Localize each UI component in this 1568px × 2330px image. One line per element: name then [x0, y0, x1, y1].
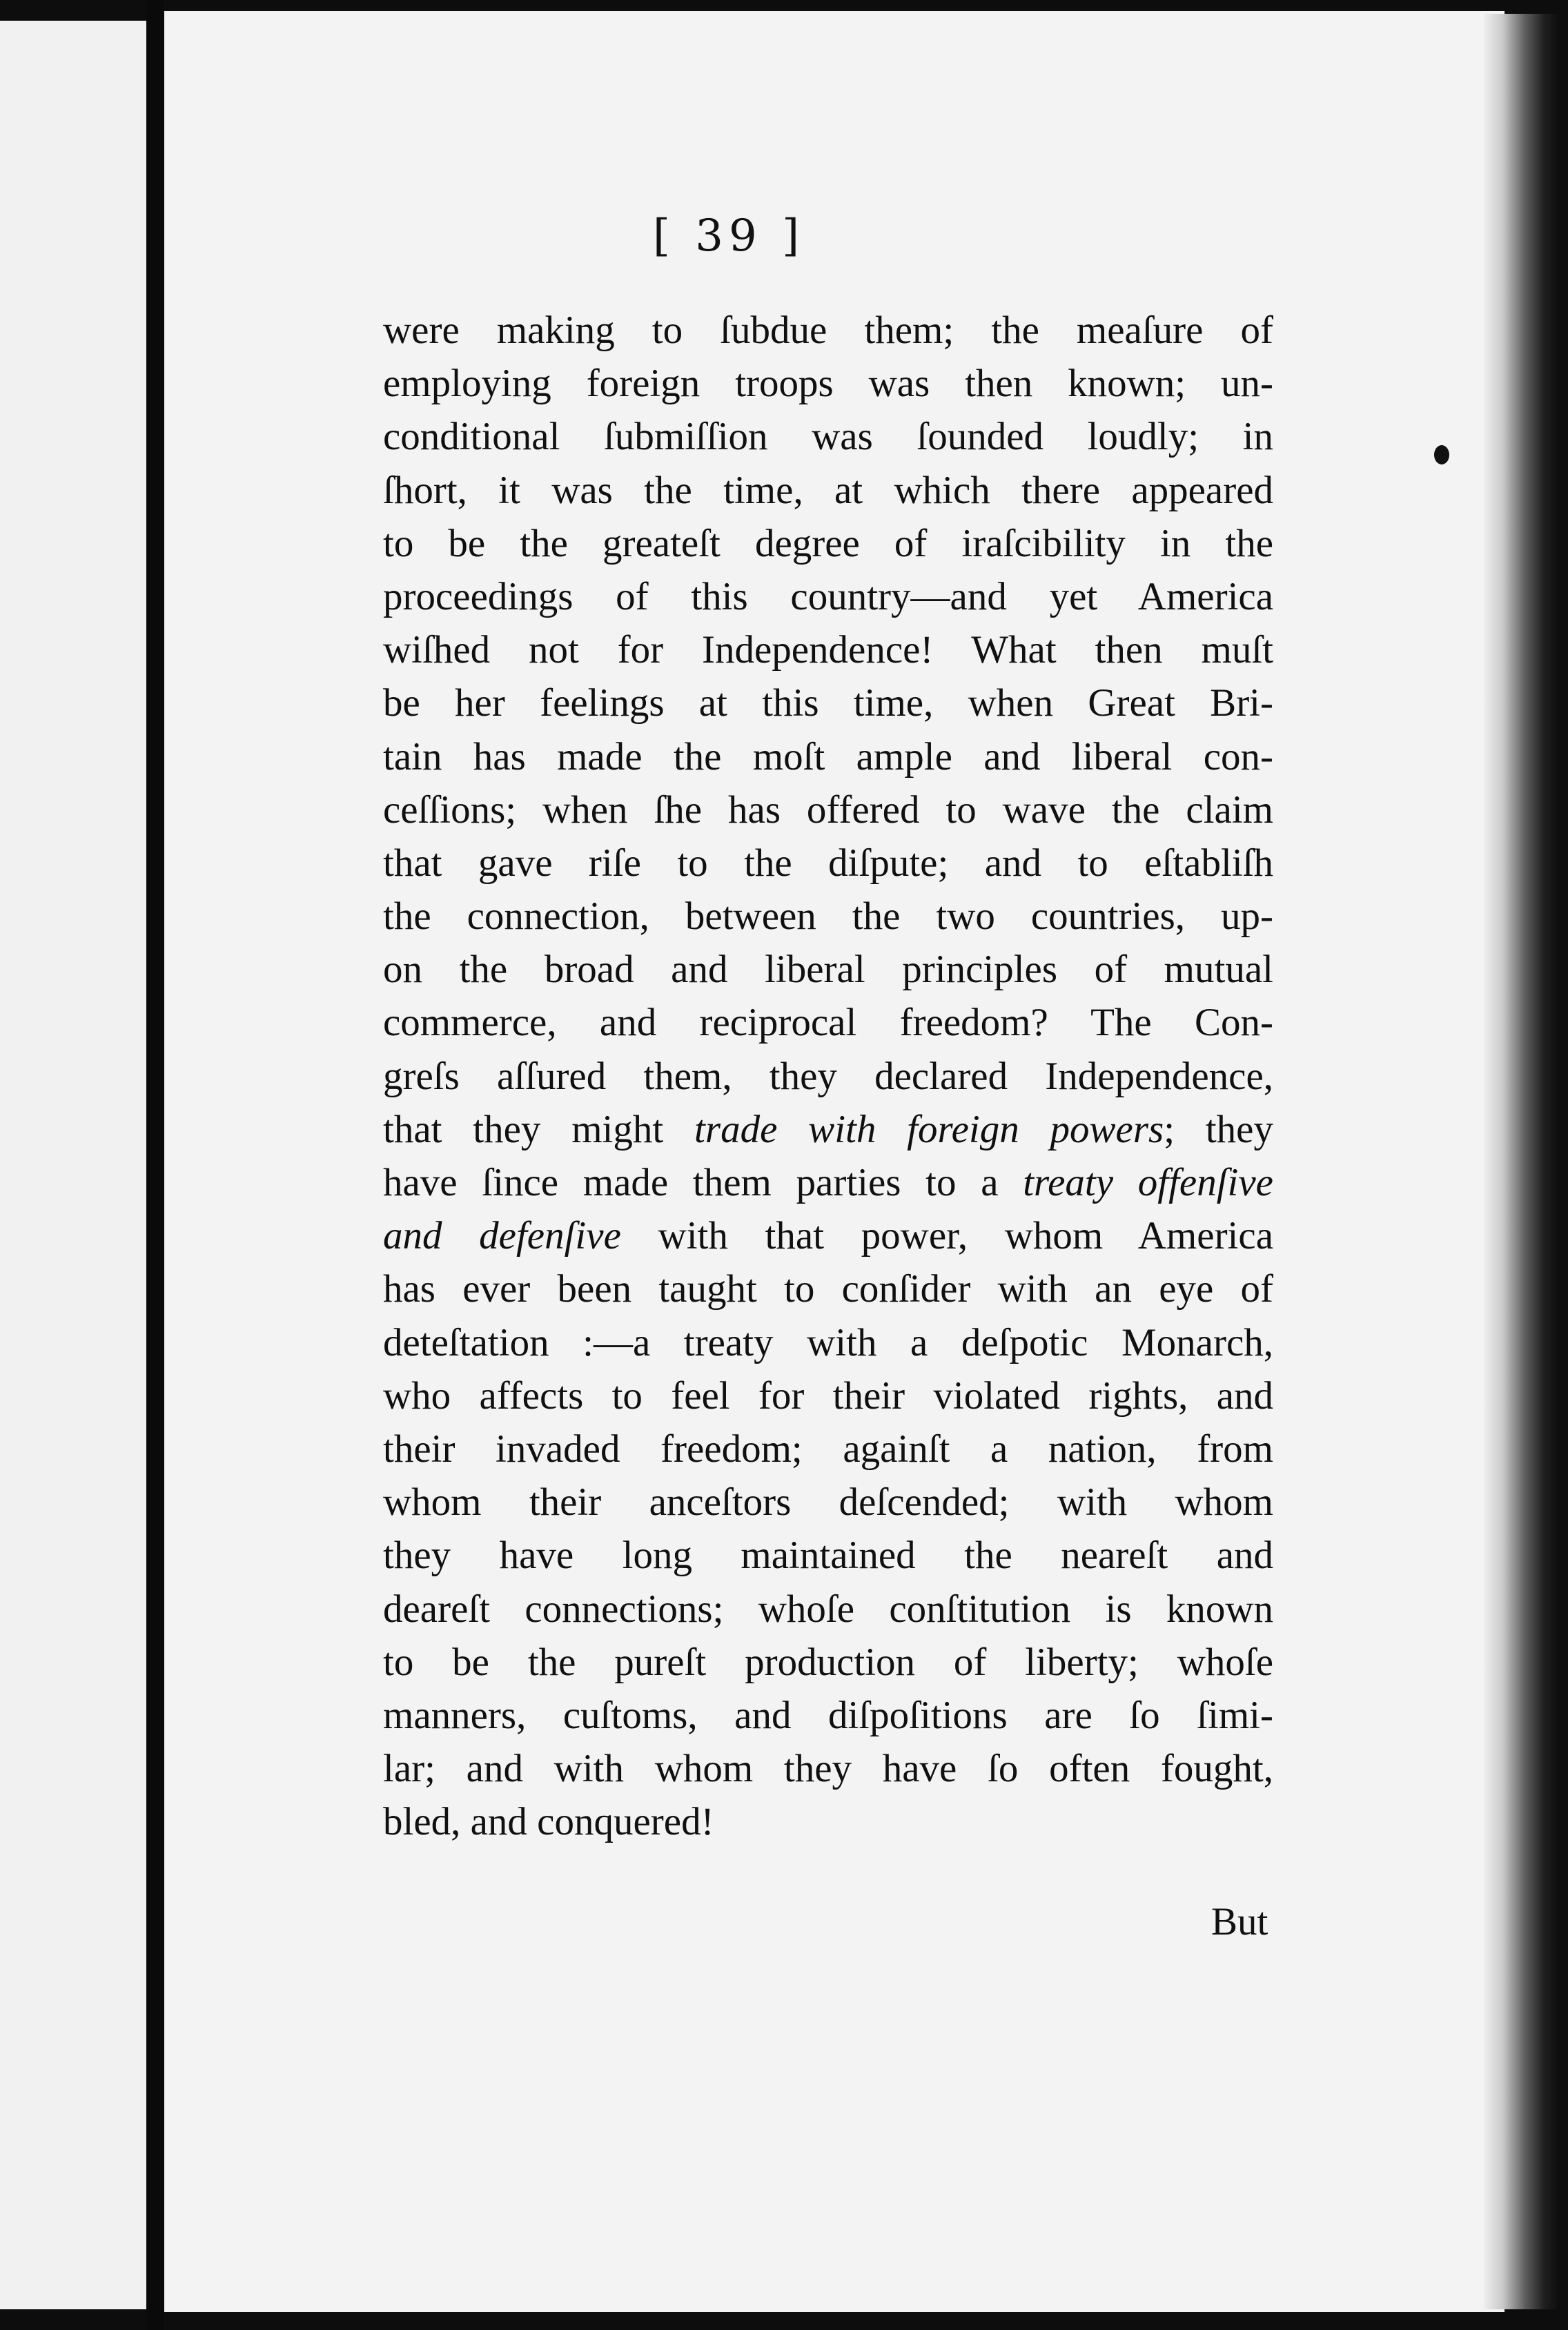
text-segment: that they might: [383, 1107, 695, 1151]
text-segment: tain has made the moſt ample and liberal con-: [383, 734, 1273, 779]
text-line: [383, 1742, 1273, 1795]
text-line: [383, 623, 1273, 676]
text-line: [383, 996, 1273, 1049]
text-line: [383, 836, 1273, 890]
text-segment: greſs aſſured them, they declared Independence,: [383, 1054, 1273, 1098]
text-segment: be her feelings at this time, when Great Bri-: [383, 681, 1273, 725]
text-segment: deteſtation :—a treaty with a deſpotic Monarch,: [383, 1320, 1273, 1364]
text-line: [383, 1050, 1273, 1103]
text-segment: they have long maintained the neareſt and: [383, 1534, 1273, 1578]
text-line: [383, 357, 1273, 410]
text-segment: their invaded freedom; againſt a nation, from: [383, 1427, 1273, 1471]
text-segment: employing foreign troops was then known; un-: [383, 362, 1273, 406]
text-line: [383, 676, 1273, 730]
text-segment: has ever been taught to conſider with an eye of: [383, 1267, 1273, 1311]
text-line: [383, 570, 1273, 623]
text-segment: with that power, whom America: [620, 1214, 1273, 1258]
text-line: [383, 1156, 1273, 1209]
text-segment: proceedings of this country—and yet America: [383, 574, 1273, 618]
text-segment: ceſſions; when ſhe has offered to wave the claim: [383, 787, 1273, 832]
text-segment: on the broad and liberal principles of mutual: [383, 948, 1273, 992]
left-facing-page: [0, 21, 146, 2309]
body-text: [383, 304, 1273, 1848]
text-line: [383, 1476, 1273, 1529]
text-line: [383, 304, 1273, 357]
text-line: [383, 1689, 1273, 1742]
text-segment: manners, cuſtoms, and diſpoſitions are ſo ſimi-: [383, 1693, 1273, 1737]
text-line: [383, 1636, 1273, 1689]
italic-text-segment: trade with foreign powers: [694, 1107, 1164, 1151]
text-line: [383, 1795, 1273, 1848]
italic-text-segment: and defenſive: [383, 1214, 621, 1258]
text-segment: bled, and conquered!: [383, 1800, 714, 1844]
text-line: [383, 943, 1273, 996]
text-segment: ſhort, it was the time, at which there appeared: [383, 468, 1273, 512]
text-segment: commerce, and reciprocal freedom? The Con-: [383, 1001, 1273, 1045]
catchword: But: [1211, 1900, 1268, 1944]
text-line: [383, 1262, 1273, 1315]
text-line: [383, 1583, 1273, 1636]
text-segment: to be the pureſt production of liberty; whoſe: [383, 1640, 1273, 1684]
text-segment: wiſhed not for Independence! What then muſt: [383, 628, 1273, 672]
text-line: [383, 1209, 1273, 1262]
text-line: [383, 1529, 1273, 1582]
text-segment: deareſt connections; whoſe conſtitution is known: [383, 1587, 1273, 1631]
text-line: [383, 783, 1273, 836]
text-line: [383, 890, 1273, 943]
text-line: [383, 1422, 1273, 1476]
page-number: [ 39 ]: [652, 211, 805, 262]
text-segment: were making to ſubdue them; the meaſure of: [383, 309, 1273, 352]
text-segment: conditional ſubmiſſion was ſounded loudly; in: [383, 415, 1273, 459]
text-line: [383, 464, 1273, 517]
book-gutter: [146, 0, 164, 2330]
text-segment: to be the greateſt degree of iraſcibility in the: [383, 521, 1273, 565]
text-segment: who affects to feel for their violated rights, and: [383, 1373, 1273, 1418]
text-line: [383, 1103, 1273, 1156]
ink-speck: [1434, 445, 1449, 464]
text-segment: whom their anceſtors deſcended; with whom: [383, 1480, 1273, 1525]
text-segment: the connection, between the two countries, up-: [383, 894, 1273, 939]
text-segment: lar; and with whom they have ſo often fought,: [383, 1747, 1273, 1791]
text-segment: ; they: [1164, 1107, 1273, 1151]
text-line: [383, 730, 1273, 783]
text-line: [383, 1369, 1273, 1422]
text-line: [383, 1316, 1273, 1369]
text-line: [383, 410, 1273, 463]
text-segment: that gave riſe to the diſpute; and to eſtabliſh: [383, 841, 1273, 885]
text-segment: have ſince made them parties to a: [383, 1161, 1023, 1204]
page-edge-shadow: [1484, 14, 1560, 2309]
text-line: [383, 517, 1273, 570]
italic-text-segment: treaty offenſive: [1023, 1161, 1273, 1204]
